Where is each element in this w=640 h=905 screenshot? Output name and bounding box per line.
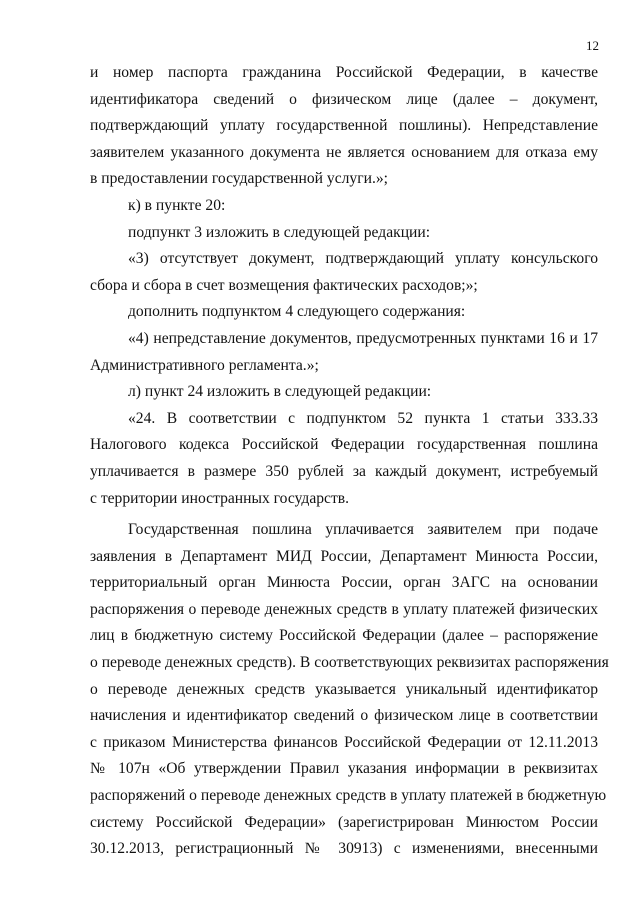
text-line: с приказом Министерства финансов Российской Федерации от 12.11.2013 bbox=[90, 733, 598, 751]
text-line: уплачивается в размере 350 рублей за каждый документ, истребуемый bbox=[90, 462, 598, 480]
text-line: «24. В соответствии с подпунктом 52 пункта 1 статьи 333.33 bbox=[128, 409, 598, 427]
text-line: Административного регламента.»; bbox=[90, 356, 319, 374]
text-line: начисления и идентификатор сведений о физическом лице в соответствии bbox=[90, 707, 598, 725]
text-line: распоряжений о переводе денежных средств в уплату платежей в бюджетную bbox=[90, 787, 607, 805]
text-line: систему Российской Федерации» (зарегистрирован Минюстом России bbox=[90, 813, 598, 831]
text-line: подпункт 3 изложить в следующей редакции: bbox=[128, 223, 431, 241]
text-line: сбора и сбора в счет возмещения фактических расходов;»; bbox=[90, 276, 478, 294]
text-line: идентификатора сведений о физическом лице (далее – документ, bbox=[90, 90, 598, 108]
text-line: территориальный орган Минюста России, орган ЗАГС на основании bbox=[90, 574, 598, 592]
text-line: «4) непредставление документов, предусмотренных пунктами 16 и 17 bbox=[128, 329, 598, 347]
document-body bbox=[90, 60, 609, 863]
text-line: 30.12.2013, регистрационный № 30913) с изменениями, внесенными bbox=[90, 840, 598, 858]
text-line: заявления в Департамент МИД России, Департамент Минюста России, bbox=[90, 547, 598, 565]
text-line: о переводе денежных средств указывается уникальный идентификатор bbox=[90, 680, 598, 698]
text-line: распоряжения о переводе денежных средств в уплату платежей физических bbox=[90, 600, 598, 618]
text-line: к) в пункте 20: bbox=[128, 196, 226, 214]
text-line: в предоставлении государственной услуги.»; bbox=[90, 170, 388, 188]
text-line: подтверждающий уплату государственной пошлины). Непредставление bbox=[90, 117, 598, 135]
text-line: дополнить подпунктом 4 следующего содержания: bbox=[128, 303, 466, 321]
text-line: с территории иностранных государств. bbox=[90, 489, 350, 507]
text-line: «3) отсутствует документ, подтверждающий уплату консульского bbox=[128, 250, 598, 268]
text-line: Государственная пошлина уплачивается заявителем при подаче bbox=[128, 521, 598, 539]
text-line: заявителем указанного документа не является основанием для отказа ему bbox=[90, 143, 598, 161]
text-line: лиц в бюджетную систему Российской Федерации (далее – распоряжение bbox=[90, 627, 598, 645]
text-line: Налогового кодекса Российской Федерации государственная пошлина bbox=[90, 436, 598, 454]
text-line: и номер паспорта гражданина Российской Федерации, в качестве bbox=[90, 64, 598, 81]
text-line: л) пункт 24 изложить в следующей редакции: bbox=[128, 383, 432, 401]
text-line: о переводе денежных средств). В соответствующих реквизитах распоряжения bbox=[90, 654, 609, 672]
page-number: 12 bbox=[586, 38, 599, 53]
text-line: № 107н «Об утверждении Правил указания информации в реквизитах bbox=[90, 760, 598, 778]
